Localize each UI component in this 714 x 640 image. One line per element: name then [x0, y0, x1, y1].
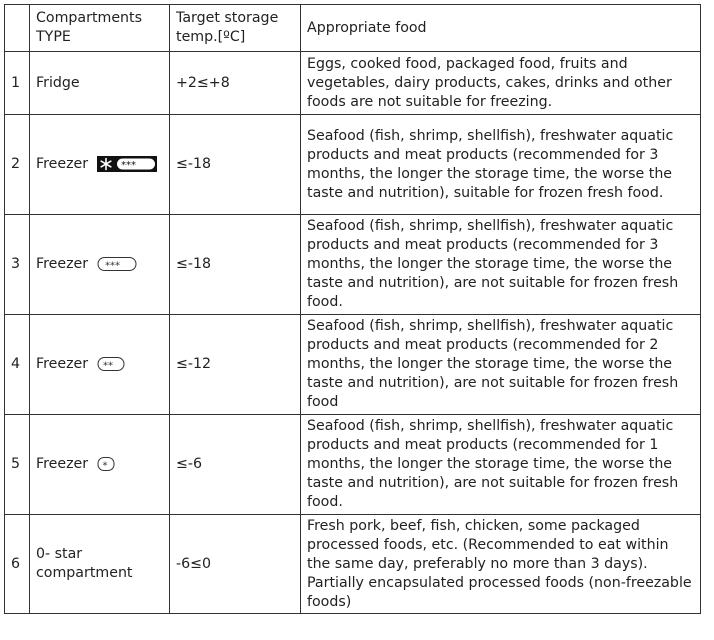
compartment-type: Fridge [30, 52, 170, 115]
row-number: 5 [5, 415, 30, 515]
svg-text:**: ** [102, 360, 113, 372]
three-star-icon [97, 256, 137, 272]
appropriate-food: Fresh pork, beef, fish, chicken, some packaged processed foods, etc. (Recommended to eat within the same day, preferably no more than 3 days). Partially encapsulated processed foods (non-freezable foods) [301, 515, 701, 614]
target-temp: -6≤0 [170, 515, 301, 614]
header-appropriate-food: Appropriate food [301, 5, 701, 52]
row-number: 4 [5, 315, 30, 415]
svg-text:***: *** [120, 160, 136, 171]
target-temp: ≤-18 [170, 115, 301, 215]
svg-text:*: * [102, 460, 108, 472]
target-temp: ≤-6 [170, 415, 301, 515]
four-star-freezer-icon [97, 156, 157, 172]
row-number: 1 [5, 52, 30, 115]
row-number: 2 [5, 115, 30, 215]
appropriate-food: Seafood (fish, shrimp, shellfish), freshwater aquatic products and meat products (recommended for 3 months, the longer the storage time, the worse the taste and nutrition), are not suitable for frozen fresh food. [301, 215, 701, 315]
appropriate-food: Seafood (fish, shrimp, shellfish), freshwater aquatic products and meat products (recommended for 1 months, the longer the storage time, the worse the taste and nutrition), are not suitable for frozen fresh food. [301, 415, 701, 515]
table-row [5, 315, 701, 415]
table-row [5, 115, 701, 215]
compartment-type-cell [30, 315, 170, 415]
header-compartment-type: Compartments TYPE [30, 5, 170, 52]
row-number: 3 [5, 215, 30, 315]
two-star-icon [97, 356, 125, 372]
compartment-type-cell [30, 215, 170, 315]
svg-text:***: *** [104, 260, 120, 272]
target-temp: +2≤+8 [170, 52, 301, 115]
header-target-temp: Target storage temp.[ºC] [170, 5, 301, 52]
target-temp: ≤-12 [170, 315, 301, 415]
compartment-type: Freezer [36, 256, 89, 272]
header-row [5, 5, 701, 52]
table-row [5, 215, 701, 315]
appropriate-food: Seafood (fish, shrimp, shellfish), freshwater aquatic products and meat products (recommended for 2 months, the longer the storage time, the worse the taste and nutrition), are not suitable for frozen fresh food [301, 315, 701, 415]
appropriate-food: Eggs, cooked food, packaged food, fruits and vegetables, dairy products, cakes, drinks and other foods are not suitable for freezing. [301, 52, 701, 115]
compartment-type: Freezer [36, 456, 89, 472]
table-row [5, 52, 701, 115]
table-row [5, 515, 701, 614]
compartment-type: 0- star compartment [30, 515, 170, 614]
table-row [5, 415, 701, 515]
compartment-type-cell [30, 415, 170, 515]
target-temp: ≤-18 [170, 215, 301, 315]
appropriate-food: Seafood (fish, shrimp, shellfish), freshwater aquatic products and meat products (recommended for 3 months, the longer the storage time, the worse the taste and nutrition), suitable for frozen fresh food. [301, 115, 701, 215]
compartment-type: Freezer [36, 156, 89, 172]
compartment-type: Freezer [36, 356, 89, 372]
compartment-type-cell [30, 115, 170, 215]
one-star-icon [97, 456, 115, 472]
header-number [5, 5, 30, 52]
row-number: 6 [5, 515, 30, 614]
storage-table [4, 4, 701, 614]
